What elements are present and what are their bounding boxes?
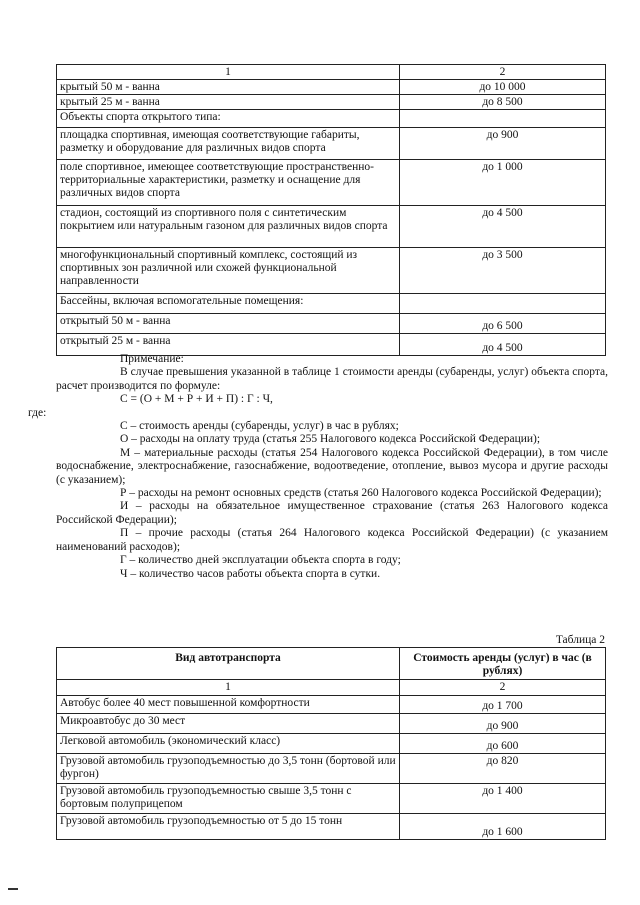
definition-i: И – расходы на обязательное имущественное страхование (статья 263 Налогового кодекса Российской Федерации);	[56, 500, 608, 526]
row-value: до 3 500	[400, 248, 606, 294]
row-value: до 1 700	[400, 696, 606, 714]
where-label: где:	[28, 406, 47, 419]
table-row	[57, 734, 606, 754]
table-row	[57, 95, 606, 110]
row-name: Легковой автомобиль (экономический класс)	[57, 734, 400, 754]
table-header-row	[57, 65, 606, 80]
table-header-row	[57, 648, 606, 680]
row-value: до 820	[400, 754, 606, 784]
table-row	[57, 160, 606, 206]
row-value: до 900	[400, 128, 606, 160]
table-row	[57, 314, 606, 334]
table-row	[57, 128, 606, 160]
table-row	[57, 714, 606, 734]
definition-r: Р – расходы на ремонт основных средств (статья 260 Налогового кодекса Российской Федерации);	[120, 487, 602, 500]
table-row	[57, 206, 606, 248]
row-name: Грузовой автомобиль грузоподъемностью свыше 3,5 тонн с бортовым полуприцепом	[57, 784, 400, 814]
column-number-2: 2	[400, 65, 606, 80]
notes-paragraph: В случае превышения указанной в таблице 1 стоимости аренды (субаренды, услуг) объекта спорта, расчет производится по формуле:	[56, 366, 608, 392]
row-value: до 900	[400, 714, 606, 734]
row-value: до 4 500	[400, 334, 606, 356]
table2-caption: Таблица 2	[555, 634, 605, 646]
row-name: поле спортивное, имеющее соответствующие пространственно-территориальные характеристики, разметку и оснащение для различных видов спорта	[57, 160, 400, 206]
notes-title: Примечание:	[120, 353, 184, 365]
row-value: до 1 600	[400, 814, 606, 840]
definition-g: Г – количество дней эксплуатации объекта спорта в году;	[120, 554, 401, 567]
row-value: до 4 500	[400, 206, 606, 248]
table-row	[57, 754, 606, 784]
definition-m: М – материальные расходы (статья 254 Налогового кодекса Российской Федерации), в том числе водоснабжение, электроснабжение, газоснабжение, водоотведение, отопление, вывоз мусора и другие расходы (с указанием);	[56, 446, 608, 486]
table-row	[57, 696, 606, 714]
row-name: открытый 50 м - ванна	[57, 314, 400, 334]
table-row	[57, 814, 606, 840]
table-row	[57, 110, 606, 128]
page-margin-mark	[8, 888, 18, 890]
row-name: Автобус более 40 мест повышенной комфортности	[57, 696, 400, 714]
table-row	[57, 294, 606, 314]
table-row	[57, 80, 606, 95]
column-number-2: 2	[400, 680, 606, 696]
row-name: Грузовой автомобиль грузоподъемностью от 5 до 15 тонн	[57, 814, 400, 840]
column-header-cost: Стоимость аренды (услуг) в час (в рублях)	[400, 648, 606, 680]
row-name: Объекты спорта открытого типа:	[57, 110, 400, 128]
row-value: до 8 500	[400, 95, 606, 110]
row-name: открытый 25 м - ванна	[57, 334, 400, 356]
row-value	[400, 294, 606, 314]
definition-o: О – расходы на оплату труда (статья 255 Налогового кодекса Российской Федерации);	[120, 433, 541, 446]
definition-p: П – прочие расходы (статья 264 Налогового кодекса Российской Федерации) (с указанием наименований расходов);	[56, 527, 608, 553]
table-row	[57, 784, 606, 814]
row-value: до 1 000	[400, 160, 606, 206]
row-value: до 10 000	[400, 80, 606, 95]
sports-rent-table	[56, 64, 606, 356]
row-name: площадка спортивная, имеющая соответствующие габариты, разметку и оборудование для различных видов спорта	[57, 128, 400, 160]
row-name: крытый 25 м - ванна	[57, 95, 400, 110]
row-name: Бассейны, включая вспомогательные помещения:	[57, 294, 400, 314]
vehicle-rent-table	[56, 647, 606, 840]
definition-c: С – стоимость аренды (субаренды, услуг) в час в рублях;	[120, 420, 399, 433]
table-row	[57, 248, 606, 294]
column-header-vehicle: Вид автотранспорта	[57, 648, 400, 680]
row-value: до 1 400	[400, 784, 606, 814]
row-name: крытый 50 м - ванна	[57, 80, 400, 95]
column-number-1: 1	[57, 680, 400, 696]
row-value: до 6 500	[400, 314, 606, 334]
table-number-row	[57, 680, 606, 696]
row-value: до 600	[400, 734, 606, 754]
column-number-1: 1	[57, 65, 400, 80]
row-name: Грузовой автомобиль грузоподъемностью до 3,5 тонн (бортовой или фургон)	[57, 754, 400, 784]
row-name: Микроавтобус до 30 мест	[57, 714, 400, 734]
row-name: стадион, состоящий из спортивного поля с синтетическим покрытием или натуральным газоном для различных видов спорта	[57, 206, 400, 248]
row-value	[400, 110, 606, 128]
formula: С = (О + М + Р + И + П) : Г : Ч,	[120, 393, 273, 406]
notes-section	[28, 353, 608, 581]
row-name: многофункциональный спортивный комплекс, состоящий из спортивных зон различной или схожей функциональной направленности	[57, 248, 400, 294]
definition-ch: Ч – количество часов работы объекта спорта в сутки.	[120, 567, 381, 580]
